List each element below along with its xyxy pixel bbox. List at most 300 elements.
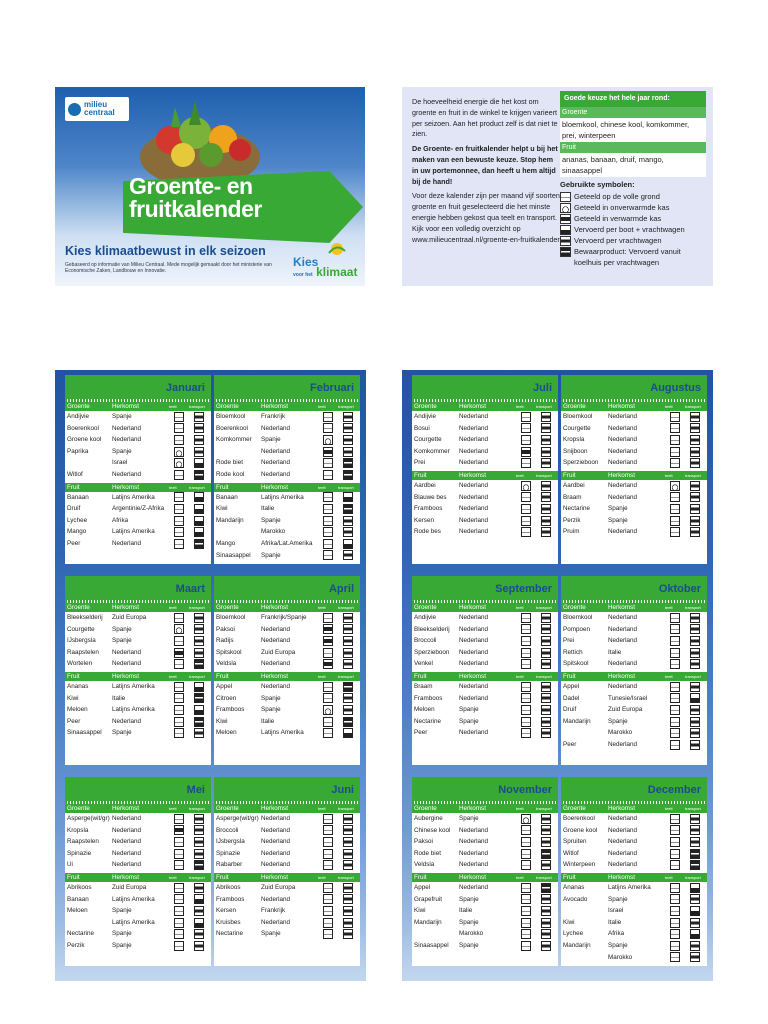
product-name [561,727,608,739]
product-row [412,813,558,825]
teelt-cell [516,515,536,527]
teelt-header: teelt [516,472,524,478]
product-name: Kersen [414,516,434,524]
volle-grond-icon [174,837,184,847]
section-category: Groente [563,604,586,611]
product-row [65,882,211,894]
product-origin: Spanje [608,505,628,513]
volle-grond-icon [174,516,184,526]
product-origin: Nederland [459,729,489,737]
volle-grond-icon [521,705,531,715]
product-row [214,515,360,527]
product-row [561,434,707,446]
volle-grond-icon [174,814,184,824]
volle-grond-icon [174,693,184,703]
product-row [561,825,707,837]
product-name: Banaan [216,493,238,501]
teelt-header: teelt [665,404,673,409]
product-name: Kersen [216,907,236,915]
month-header [561,576,707,603]
vrachtwagen-icon [690,613,700,623]
teelt-cell [318,538,338,550]
product-row [65,693,211,705]
product-row [214,612,360,624]
product-origin: Spanje [459,941,479,949]
transport-cell [338,704,358,716]
product-name: Courgette [414,436,442,444]
product-name: Bloemkool [216,614,246,621]
vrachtwagen-icon [343,423,353,433]
transport-cell [685,411,705,423]
teelt-header: teelt [169,806,177,811]
product-origin: Nederland [608,826,638,834]
transport-cell [536,480,556,492]
month-name: September [495,583,552,595]
product-row [412,423,558,435]
herkomst-header: Herkomst [459,873,486,881]
herkomst-header: Herkomst [459,471,486,479]
product-name: Spinazie [216,849,241,857]
product-row [412,905,558,917]
teelt-cell [318,457,338,469]
product-row [412,526,558,538]
transport-cell [685,848,705,860]
product-origin: Italie [112,694,126,702]
koelhuis-icon [690,860,700,870]
boot-icon [194,682,204,692]
product-row [214,825,360,837]
transport-cell [189,825,209,837]
herkomst-header: Herkomst [112,672,139,680]
teelt-cell [516,928,536,940]
month-header [561,375,707,402]
product-origin: Nederland [459,849,489,857]
product-origin: Latijns Amerika [112,682,155,690]
teelt-header: teelt [665,472,673,478]
volle-grond-icon [670,837,680,847]
product-origin: Zuid Europa [112,883,147,891]
product-row [65,635,211,647]
product-name: Raapstelen [67,648,99,656]
volle-grond-icon [670,659,680,669]
volle-grond-icon [521,613,531,623]
transport-cell [536,928,556,940]
product-row [561,693,707,705]
section-header [561,873,707,882]
vrachtwagen-icon [194,624,204,634]
product-origin: Nederland [261,682,291,690]
transport-cell [189,813,209,825]
volle-grond-icon [670,941,680,951]
transport-header: transport [536,673,552,679]
vrachtwagen-icon [690,825,700,835]
volle-grond-icon [670,636,680,646]
section-header [412,471,558,480]
transport-cell [338,503,358,515]
vrachtwagen-icon [343,906,353,916]
vrachtwagen-icon [343,849,353,859]
teelt-cell [665,905,685,917]
transport-cell [536,905,556,917]
volle-grond-icon [521,906,531,916]
product-name: Lychee [563,930,584,938]
vrachtwagen-icon [690,447,700,457]
vrachtwagen-icon [541,929,551,939]
product-origin: Marokko [261,528,286,536]
teelt-cell [516,457,536,469]
teelt-cell [516,635,536,647]
transport-cell [685,825,705,837]
transport-cell [189,836,209,848]
product-origin: Nederland [459,637,489,645]
transport-cell [685,727,705,739]
product-row [65,515,211,527]
teelt-cell [318,704,338,716]
product-name: Peer [67,717,81,725]
vrachtwagen-icon [690,728,700,738]
volle-grond-icon [670,929,680,939]
product-name: Paksoi [216,625,235,633]
product-row [561,446,707,458]
month-name: December [647,784,701,796]
product-row [65,894,211,906]
product-origin: Nederland [261,826,291,834]
teelt-cell [516,411,536,423]
product-row [412,928,558,940]
volle-grond-icon [521,659,531,669]
section-category: Fruit [67,483,80,491]
product-origin: Nederland [112,539,142,547]
teelt-cell [665,411,685,423]
teelt-cell [665,848,685,860]
product-row [412,716,558,728]
month-header [214,777,360,804]
product-origin: Nederland [112,436,142,444]
product-origin: Latijns Amerika [112,895,155,903]
product-name: Sperzieboon [414,648,450,656]
teelt-cell [516,693,536,705]
vrachtwagen-icon [343,659,353,669]
teelt-cell [516,480,536,492]
product-row [65,612,211,624]
product-row [65,647,211,659]
volle-grond-icon [174,659,184,669]
transport-cell [536,704,556,716]
transport-header: transport [189,673,205,679]
product-name [561,952,608,964]
teelt-cell [169,647,189,659]
transport-cell [189,612,209,624]
vrachtwagen-icon [343,929,353,939]
transport-cell [338,905,358,917]
product-origin: Latijns Amerika [261,493,304,501]
boot-icon [194,516,204,526]
vrachtwagen-icon [690,504,700,514]
product-row [412,624,558,636]
transport-cell [536,882,556,894]
transport-cell [685,928,705,940]
vrachtwagen-icon [690,435,700,445]
product-name: Framboos [414,505,443,513]
product-row [561,635,707,647]
symbol-label: Bewaarproduct: Vervoerd vanuit koelhuis per vrachtwagen [574,247,681,267]
vrachtwagen-icon [541,527,551,537]
verwarmde-kas-icon [323,624,333,634]
product-origin: Nederland [608,447,638,455]
product-row [214,457,360,469]
product-row [412,515,558,527]
product-name: Peer [67,539,81,547]
vrachtwagen-icon [194,883,204,893]
transport-cell [685,480,705,492]
product-name: Veldsla [216,660,237,668]
teelt-cell [318,515,338,527]
product-name: Broccoli [216,826,239,834]
volle-grond-icon [174,504,184,514]
product-row [214,492,360,504]
product-origin: Nederland [459,447,489,455]
product-name: Spitskool [563,660,589,668]
koelhuis-icon [343,504,353,514]
transport-cell [338,434,358,446]
volle-grond-icon [521,860,531,870]
product-row [65,716,211,728]
info-paragraph-1: De hoeveelheid energie die het kost om groente en fruit in de winkel te krijgen varieert per seizoen. Aan het product zelf is dat niet te zien. [412,97,558,139]
product-row [561,928,707,940]
teelt-cell [318,848,338,860]
month-card-juni [214,777,360,966]
product-name: Witlof [563,849,579,857]
product-row [412,503,558,515]
product-origin: Nederland [112,648,142,656]
vrachtwagen-icon [690,648,700,658]
teelt-header: teelt [665,673,673,679]
product-name: Wortelen [67,660,93,668]
herkomst-header: Herkomst [261,672,288,680]
volle-grond-icon [670,423,680,433]
product-name: Kruisbes [216,918,241,926]
product-origin: Israel [112,459,128,467]
volle-grond-icon [670,860,680,870]
product-name: Framboos [216,895,245,903]
transport-cell [685,658,705,670]
product-row [214,848,360,860]
herkomst-header: Herkomst [608,873,635,881]
product-name: Mandarijn [414,918,442,926]
teelt-cell [665,928,685,940]
teelt-header: teelt [516,404,524,409]
product-origin: Nederland [459,413,489,420]
transport-cell [536,836,556,848]
cover-title [129,175,262,221]
good-choice-box [560,91,706,268]
volle-grond-icon [670,717,680,727]
koelhuis-icon [194,860,204,870]
herkomst-header: Herkomst [459,604,486,611]
volle-grond-icon [521,837,531,847]
product-name: Courgette [563,424,591,432]
product-origin: Nederland [112,849,142,857]
symbols-list [560,191,706,268]
volle-grond-icon [670,624,680,634]
volle-grond-icon [174,906,184,916]
product-name: Sperzieboon [563,459,599,467]
product-name: Dadel [563,694,580,702]
product-row [561,411,707,423]
boot-icon [690,929,700,939]
transport-cell [685,693,705,705]
product-row [214,928,360,940]
section-header [65,402,211,411]
transport-cell [189,940,209,952]
product-name: Witlof [67,470,83,478]
product-origin: Nederland [459,838,489,846]
product-origin: Latijns Amerika [608,883,651,891]
transport-cell [189,848,209,860]
product-name: Bleekselderij [414,625,450,633]
teelt-cell [516,848,536,860]
section-header [65,483,211,492]
product-row [561,658,707,670]
section-category: Groente [414,604,437,611]
volle-grond-icon [323,929,333,939]
good-choice-fruit-label: Fruit [560,142,706,153]
product-name: Asperge(wit/gr) [67,815,110,822]
product-row [214,503,360,515]
vrachtwagen-icon [194,929,204,939]
volle-grond-icon [323,682,333,692]
teelt-cell [665,423,685,435]
product-name: Winterpeen [563,861,596,869]
verwarmd-icon [560,214,571,224]
product-row [561,905,707,917]
product-origin: Spanje [112,907,132,915]
section-header [65,804,211,813]
product-origin: Nederland [459,459,489,467]
product-origin: Nederland [459,505,489,513]
vrachtwagen-icon [343,693,353,703]
product-origin: Nederland [608,528,638,536]
vrachtwagen-icon [541,918,551,928]
koelhuis-icon [194,470,204,480]
section-header [65,873,211,882]
section-header [214,672,360,681]
product-row [214,411,360,423]
product-origin: Nederland [608,493,638,501]
teelt-cell [665,457,685,469]
teelt-cell [665,836,685,848]
teelt-header: teelt [516,874,524,880]
teelt-cell [665,480,685,492]
product-name: Ui [67,861,73,869]
volle-grond-icon [670,527,680,537]
transport-cell [685,952,705,964]
product-name: Veldsla [414,861,435,869]
volle-grond-icon [323,825,333,835]
teelt-header: teelt [318,673,326,679]
section-category: Fruit [414,873,427,881]
volle-grond-icon [323,883,333,893]
month-name: Januari [165,382,205,394]
product-row [561,739,707,751]
product-name: Abrikoos [216,883,241,891]
boot-icon [194,458,204,468]
product-origin: Nederland [459,648,489,656]
product-name: Bloemkool [563,413,593,420]
transport-cell [536,825,556,837]
product-row [65,538,211,550]
product-row [412,825,558,837]
koelhuis-icon [541,849,551,859]
teelt-cell [169,469,189,481]
onverwarmde-kas-icon [174,447,184,457]
product-origin: Zuid Europa [261,883,296,891]
volle-grond-icon [521,941,531,951]
product-name: Pompoen [563,625,590,633]
volle-grond-icon [670,825,680,835]
koelhuis-icon [194,659,204,669]
section-category: Fruit [563,873,576,881]
onverwarmde-kas-icon [174,624,184,634]
volle-grond-icon [670,952,680,962]
transport-cell [338,446,358,458]
product-name: Bleekselderij [67,614,103,621]
product-name: Mango [216,539,236,547]
boot-icon [690,906,700,916]
verwarmde-kas-icon [323,659,333,669]
product-origin: Frankrijk [261,413,286,420]
transport-cell [685,716,705,728]
volle-grond-icon [521,492,531,502]
transport-cell [338,848,358,860]
month-name: November [498,784,552,796]
teelt-cell [665,859,685,871]
teelt-cell [169,446,189,458]
product-row [214,704,360,716]
section-category: Groente [216,604,239,611]
transport-cell [536,434,556,446]
product-origin: Nederland [261,637,291,645]
volle-grond-icon [521,693,531,703]
product-row [561,704,707,716]
section-header [214,402,360,411]
product-origin: Nederland [112,470,142,478]
product-name: Groene kool [563,826,598,834]
transport-cell [338,825,358,837]
transport-cell [189,681,209,693]
symbol-row [560,202,706,213]
teelt-cell [665,446,685,458]
calendar-sheet-2 [402,370,713,981]
section-category: Groente [67,604,90,611]
month-card-januari [65,375,211,564]
product-row [561,940,707,952]
product-row [561,952,707,964]
product-name: Perzik [563,516,581,524]
product-name [65,917,112,929]
product-row [65,492,211,504]
volle-grond-icon [670,906,680,916]
product-origin: Nederland [261,918,291,926]
product-row [65,813,211,825]
product-row [65,940,211,952]
transport-header: transport [189,404,205,409]
vrachtwagen-icon [690,492,700,502]
boot-icon [690,883,700,893]
product-origin: Latijns Amerika [112,528,155,536]
symbol-row [560,224,706,235]
transport-cell [189,446,209,458]
